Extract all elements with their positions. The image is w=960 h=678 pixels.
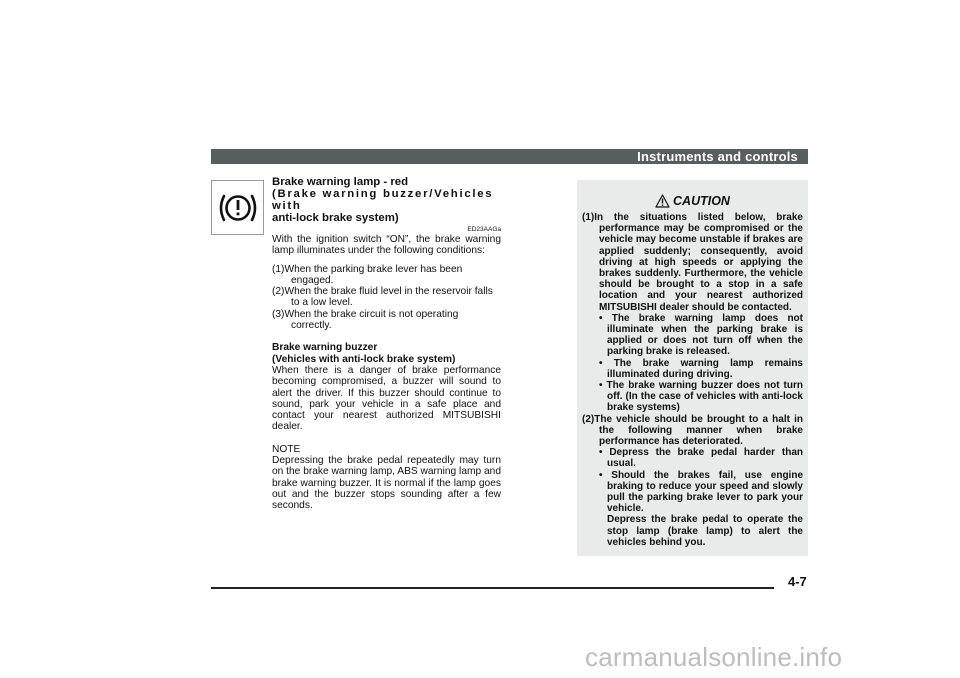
caution-box [577,180,808,556]
caution-body [582,212,803,548]
brake-lamp-title: Brake warning lamp - red [272,176,409,188]
caution-bullet: • The brake warning lamp remains illuminated during driving. [599,357,803,380]
caution-continuation: Depress the brake pedal to operate the stop lamp (brake lamp) to alert the vehicles behind you. [607,514,803,548]
condition-list [272,264,501,332]
buzzer-subtitle: (Vehicles with anti-lock brake system) [272,353,456,365]
caution-bullet: • Should the brakes fail, use engine braking to reduce your speed and slowly pull the parking brake lever to park your vehicle. [599,469,803,515]
warning-triangle-icon [655,194,670,208]
caution-bullet: • Depress the brake pedal harder than usual. [599,447,803,470]
caution-item: (2)The vehicle should be brought to a halt in the following manner when brake performance has deteriorated. [582,413,803,448]
brake-lamp-section [272,176,501,512]
watermark: carmanualsonline.info [585,642,843,672]
page-number: 4-7 [788,574,807,589]
section-header-bar [211,149,808,164]
brake-warning-lamp-icon-box [211,180,264,235]
condition-item: (3)When the brake circuit is not operating correctly. [272,308,459,332]
section-title: Instruments and controls [637,149,798,164]
page-footer-rule [211,587,774,589]
caution-bullet: • The brake warning lamp does not illuminate when the parking brake is applied or does not turn off when the parking brake is released. [599,312,803,358]
brake-warning-icon [215,188,261,228]
caution-label: CAUTION [673,194,730,208]
caution-heading [577,194,808,208]
note-label: NOTE [272,443,301,455]
note-text: Depressing the brake pedal repeatedly may turn on the brake warning lamp, ABS warning lamp and brake warning buzzer. It is normal if the lamp goes out and the buzzer stops sounding after a few seconds. [272,455,501,512]
caution-bullet: • The brake warning buzzer does not turn off. (In the case of vehicles with anti-lock brake systems) [599,380,803,414]
brake-lamp-intro: With the ignition switch “ON”, the brake warning lamp illuminates under the following conditions: [272,234,501,257]
buzzer-text: When there is a danger of brake performance becoming compromised, a buzzer will sound to alert the driver. If this buzzer should continue to sound, park your vehicle in a safe place and contact your nearest authorized MITSUBISHI dealer. [272,364,501,433]
brake-lamp-subtitle-2: anti-lock brake system) [272,212,399,224]
condition-item: (2)When the brake fluid level in the reservoir falls to a low level. [272,286,493,309]
buzzer-title: Brake warning buzzer [272,342,378,354]
reference-code: ED23AAGa [467,226,501,233]
brake-lamp-subtitle: (Brake warning buzzer/Vehicles with [272,188,494,212]
condition-item: (1)When the parking brake lever has been engaged. [272,263,463,286]
caution-item: (1)In the situations listed below, brake performance may be compromised or the vehicle may become unstable if brakes are applied suddenly; consequently, avoid driving at high speeds or applying the brakes suddenly. Furthermore, the vehicle should be brought to a stop in a safe location and your nearest authorized MITSUBISHI dealer should be contacted. [582,212,803,313]
